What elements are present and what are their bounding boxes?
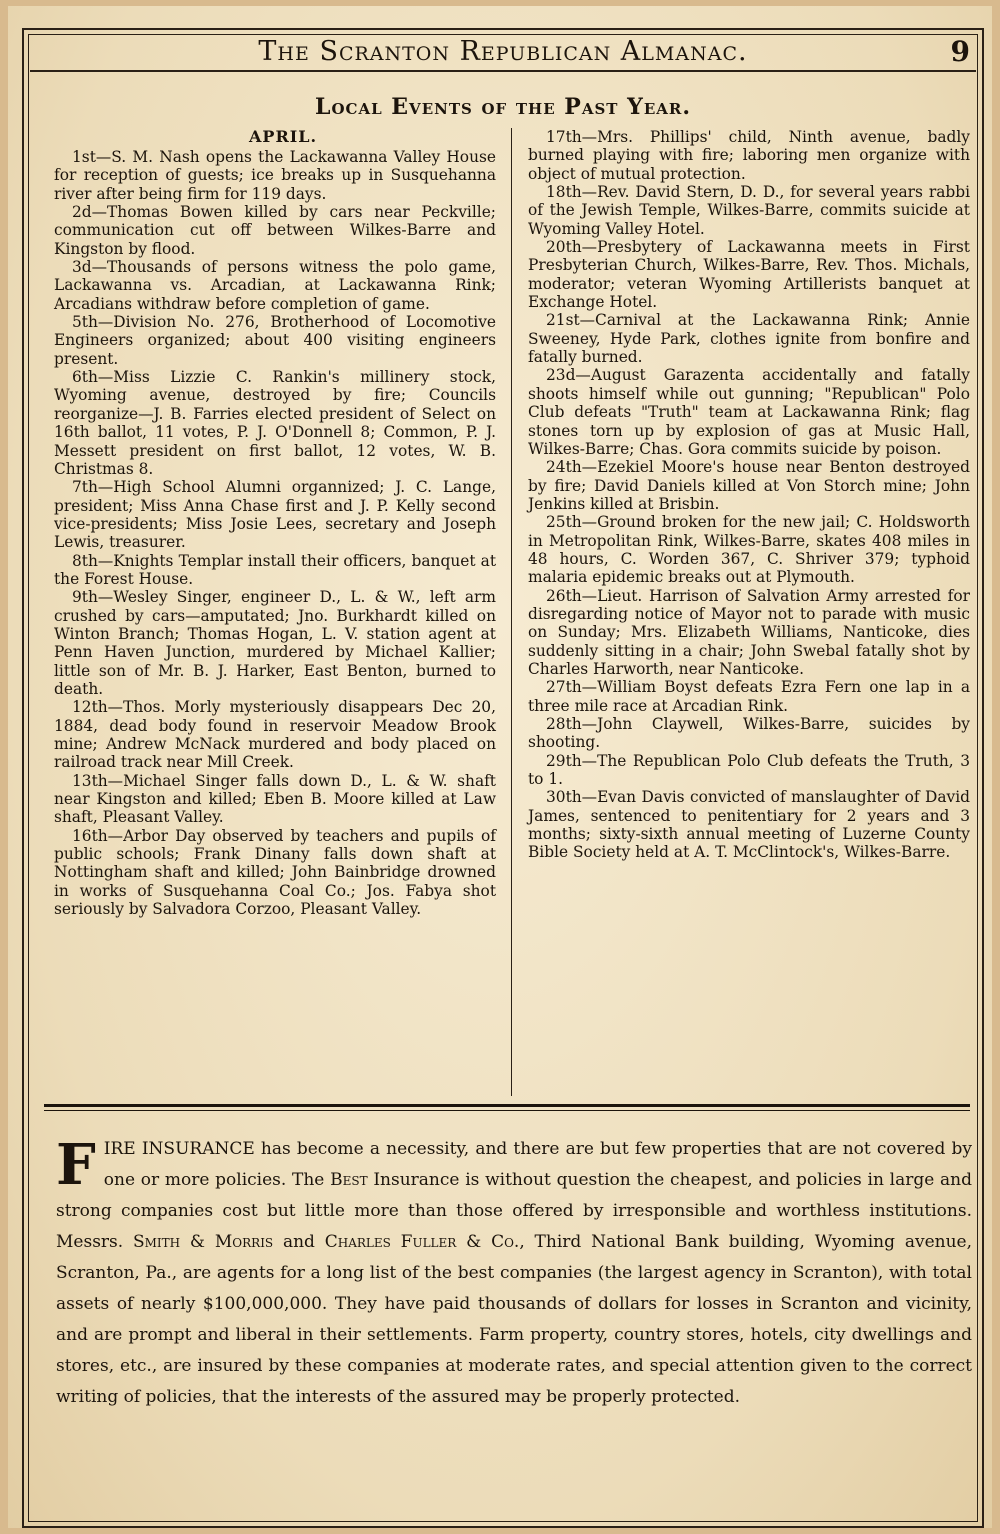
ad-text: IRE INSURANCE has become a necessity, and there are but few properties that are not covered by one or more policies. The <box>103 1139 972 1190</box>
event-entry: 9th—Wesley Singer, engineer D., L. & W., left arm crushed by cars—amputated; Jno. Burkhardt killed on Winton Branch; Thomas Hogan, L. V. station agent at Penn Haven Junction, murdered by Michael Kallier; little son of Mr. B. J. Harker, East Benton, burned to death. <box>54 588 496 698</box>
page-number: 9 <box>950 35 970 68</box>
event-entry: 7th—High School Alumni organnized; J. C. Lange, president; Miss Anna Chase first and J. P. Kelly second vice-presidents; Miss Josie Lees, secretary and Joseph Lewis, treasurer. <box>54 478 496 552</box>
event-entry: 3d—Thousands of persons witness the polo game, Lackawanna vs. Arcadian, at Lackawanna Rink; Arcadians withdraw before completion of game. <box>54 258 496 313</box>
column-divider <box>511 128 512 1096</box>
event-entry: 8th—Knights Templar install their officers, banquet at the Forest House. <box>54 551 496 588</box>
agent-name: Smith & Morris <box>132 1232 274 1252</box>
ad-emphasis: Best <box>330 1170 368 1190</box>
month-label: APRIL. <box>249 127 318 146</box>
event-entry: 26th—Lieut. Harrison of Salvation Army arrested for disregarding notice of Mayor not to parade with music on Sunday; Mrs. Elizabeth Williams, Nanticoke, dies suddenly sitting in a chair; John Swebal fatally shot by Charles Harworth, near Nanticoke. <box>528 586 970 678</box>
ad-text: and <box>273 1232 325 1252</box>
event-entry: 30th—Evan Davis convicted of manslaughter of David James, sentenced to penitentiary for 2 years and 3 months; sixty-sixth annual meeting of Luzerne County Bible Society held at A. T. McClintock's, Wilkes-Barre. <box>528 788 970 862</box>
event-entry: 21st—Carnival at the Lackawanna Rink; Annie Sweeney, Hyde Park, clothes ignite from bonfire and fatally burned. <box>528 311 970 367</box>
running-title: The Scranton Republican Almanac. <box>258 36 748 67</box>
event-entry: 29th—The Republican Polo Club defeats the Truth, 3 to 1. <box>528 751 970 789</box>
event-entry: 24th—Ezekiel Moore's house near Benton destroyed by fire; David Daniels killed at Von Storch mine; John Jenkins killed at Brisbin. <box>528 458 970 513</box>
event-entry: 23d—August Garazenta accidentally and fatally shoots himself while out gunning; "Republican" Polo Club defeats "Truth" team at Lackawanna Rink; flag stones torn up by explosion of gas at Music Hall, Wilkes-Barre; Chas. Gora commits suicide by poison. <box>528 366 970 458</box>
event-entry: 5th—Division No. 276, Brotherhood of Locomotive Engineers organized; about 400 visiting engineers present. <box>54 313 496 368</box>
month-heading <box>54 128 496 148</box>
drop-cap: F <box>56 1132 96 1198</box>
agent-name: Charles Fuller & Co. <box>324 1232 520 1252</box>
insurance-advertisement <box>56 1134 972 1413</box>
left-column <box>54 128 496 918</box>
event-entry: 28th—John Claywell, Wilkes-Barre, suicides by shooting. <box>528 715 970 752</box>
event-entry: 20th—Presbytery of Lackawanna meets in First Presbyterian Church, Wilkes-Barre, Rev. Thos. Michals, moderator; veteran Wyoming Artillerists banquet at Exchange Hotel. <box>528 238 970 312</box>
event-entry: 25th—Ground broken for the new jail; C. Holdsworth in Metropolitan Rink, Wilkes-Barre, skates 408 miles in 48 hours, C. Worden 367, C. Shriver 379; typhoid malaria epidemic breaks out at Plymouth. <box>528 513 970 587</box>
event-entry: 12th—Thos. Morly mysteriously disappears Dec 20, 1884, dead body found in reservoir Meadow Brook mine; Andrew McNack murdered and body placed on railroad track near Mill Creek. <box>54 698 496 772</box>
event-entry: 17th—Mrs. Phillips' child, Ninth avenue, badly burned playing with fire; laboring men organize with object of mutual protection. <box>528 128 970 183</box>
event-entry: 6th—Miss Lizzie C. Rankin's millinery stock, Wyoming avenue, destroyed by fire; Councils reorganize—J. B. Farries elected president of Select on 16th ballot, 11 votes, P. J. O'Donnell 8; Common, P. J. Messett president on first ballot, 12 votes, W. B. Christmas 8. <box>54 368 496 478</box>
right-column <box>528 128 970 862</box>
event-entry: 27th—William Boyst defeats Ezra Fern one lap in a three mile race at Arcadian Rink. <box>528 678 970 715</box>
event-entry: 1st—S. M. Nash opens the Lackawanna Valley House for reception of guests; ice breaks up in Susquehanna river after being firm for 119 days. <box>54 148 496 203</box>
almanac-page <box>8 6 992 1528</box>
section-rule-thick <box>44 1104 970 1107</box>
event-entry: 2d—Thomas Bowen killed by cars near Peckville; communication cut off between Wilkes-Barre and Kingston by flood. <box>54 203 496 258</box>
section-title: Local Events of the Past Year. <box>314 94 692 120</box>
event-entry: 13th—Michael Singer falls down D., L. & W. shaft near Kingston and killed; Eben B. Moore killed at Law shaft, Pleasant Valley. <box>54 771 496 827</box>
event-entry: 18th—Rev. David Stern, D. D., for several years rabbi of the Jewish Temple, Wilkes-Barre, commits suicide at Wyoming Valley Hotel. <box>528 183 970 238</box>
ad-text: Insurance is without question the cheapest, and policies in large and strong companies cost but little more than those offered by irresponsible and worthless institutions. Messrs. <box>56 1170 972 1252</box>
section-rule-thin <box>44 1110 970 1111</box>
ad-text: , Third National Bank building, Wyoming avenue, Scranton, Pa., are agents for a long list of the best companies (the largest agency in Scranton), with total assets of nearly $100,000,000. They have paid thousands of dollars for losses in Scranton and vicinity, and are prompt and liberal in their settlements. Farm property, country stores, hotels, city dwellings and stores, etc., are insured by these companies at moderate rates, and special attention given to the correct writing of policies, that the interests of the assured may be properly protected. <box>56 1232 972 1407</box>
page-header <box>30 34 976 72</box>
event-entry: 16th—Arbor Day observed by teachers and pupils of public schools; Frank Dinany falls down shaft at Nottingham shaft and killed; John Bainbridge drowned in works of Susquehanna Coal Co.; Jos. Fabya shot seriously by Salvadora Corzoo, Pleasant Valley. <box>54 826 496 919</box>
